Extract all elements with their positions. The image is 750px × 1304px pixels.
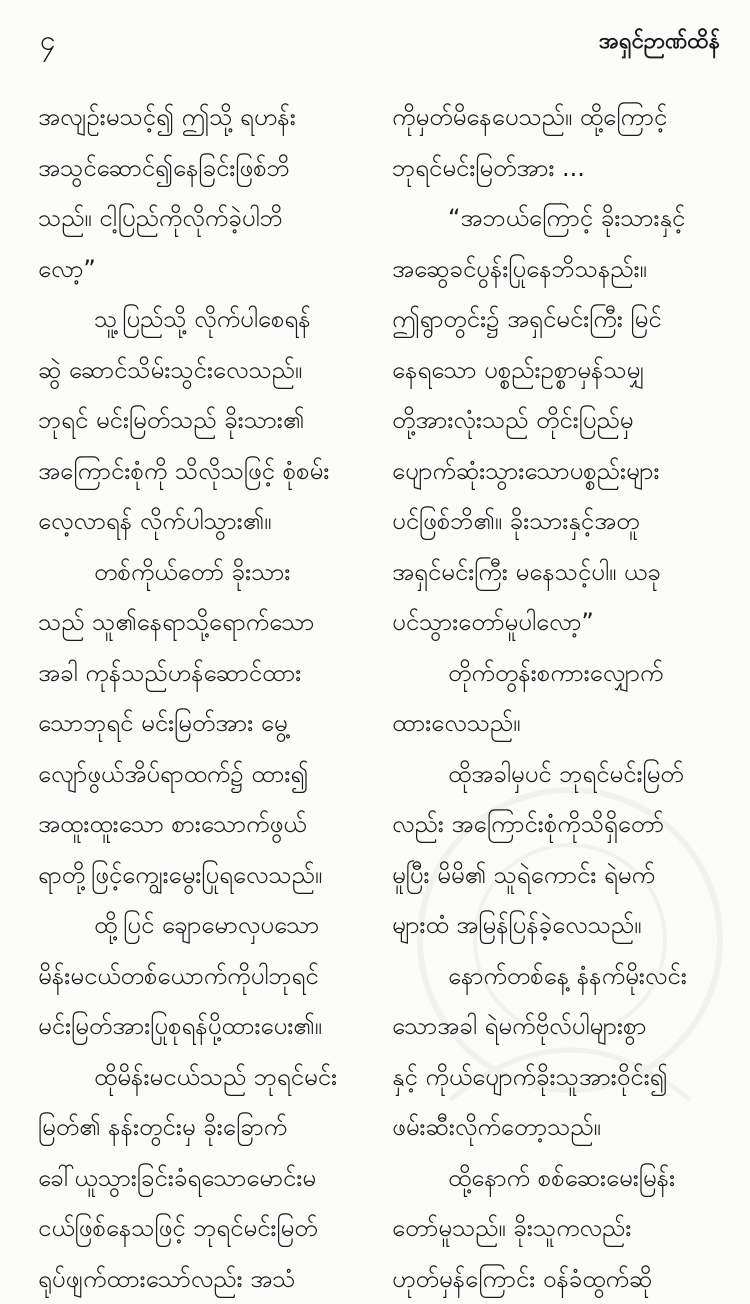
text-line: အသွင်ဆောင်၍နေခြင်းဖြစ်ဘိ [38,143,358,194]
text-line: လျော်ဖွယ်အိပ်ရာထက်၌ ထား၍ [38,749,358,800]
text-line: များထံ အမြန်ပြန်ခဲ့လေသည်။ [392,900,712,951]
text-line: “အဘယ်ကြောင့် ခိုးသားနှင့် [392,193,712,244]
text-line: ရာတို့ဖြင့်ကျွေးမွေးပြုရလေသည်။ [38,850,358,901]
text-line: ပင်ဖြစ်ဘိ၏။ ခိုးသားနှင့်အတူ [392,496,712,547]
text-line: အခါ ကုန်သည်ဟန်ဆောင်ထား [38,648,358,699]
running-title: အရှင်ဉာဏ်ထိန် [599,26,720,59]
text-columns [0,92,750,1192]
text-line: သူ့ပြည်သို့ လိုက်ပါစေရန် [38,294,358,345]
text-line: အဆွေခင်ပွန်းပြုနေဘိသနည်း။ [392,244,712,295]
text-line: ရုပ်ဖျက်ထားသော်လည်း အသံ [38,1254,358,1304]
text-line: သောအခါ ရဲမက်ဗိုလ်ပါများစွာ [392,1001,712,1052]
text-line: ကိုမှတ်မိနေပေသည်။ ထို့ကြောင့် [392,92,712,143]
text-line: တော်မူသည်။ ခိုးသူကလည်း [392,1203,712,1254]
page-header [40,22,720,62]
text-line: တိုက်တွန်းစကားလျှောက် [392,648,712,699]
text-line: ပင်သွားတော်မူပါလော့” [392,597,712,648]
text-line: အထူးထူးသော စားသောက်ဖွယ် [38,799,358,850]
text-line: မြတ်၏ နန်းတွင်းမှ ခိုးခြောက် [38,1102,358,1153]
right-column [392,92,712,1304]
text-line: ဖမ်းဆီးလိုက်တော့သည်။ [392,1102,712,1153]
text-line: ဤရွာတွင်း၌ အရှင်မင်းကြီး မြင် [392,294,712,345]
page-number: ၄ [40,22,56,64]
text-line: တို့အားလုံးသည် တိုင်းပြည်မှ [392,395,712,446]
text-line: ငယ်ဖြစ်နေသဖြင့် ဘုရင်မင်းမြတ် [38,1203,358,1254]
text-line: ဘုရင်မင်းမြတ်အား ... [392,143,712,194]
text-line: ထားလေသည်။ [392,698,712,749]
text-line: သည် သူ၏နေရာသို့ရောက်သော [38,597,358,648]
text-line: လော့” [38,244,358,295]
text-line: နှင့် ကိုယ်ပျောက်ခိုးသူအားဝိုင်း၍ [392,1052,712,1103]
text-line: အကြောင်းစုံကို သိလိုသဖြင့် စုံစမ်း [38,446,358,497]
text-line: လေ့လာရန် လိုက်ပါသွား၏။ [38,496,358,547]
text-line: ထို့ပြင် ချောမောလှပသော [38,900,358,951]
text-line: မိန်းမငယ်တစ်ယောက်ကိုပါဘုရင် [38,951,358,1002]
text-line: မူပြီး မိမိ၏ သူရဲကောင်း ရဲမက် [392,850,712,901]
text-line: ထိုအခါမှပင် ဘုရင်မင်းမြတ် [392,749,712,800]
text-line: ဟုတ်မှန်ကြောင်း ဝန်ခံထွက်ဆို [392,1254,712,1304]
text-line: နောက်တစ်နေ့ နံနက်မိုးလင်း [392,951,712,1002]
text-line: ဘုရင် မင်းမြတ်သည် ခိုးသား၏ [38,395,358,446]
text-line: တစ်ကိုယ်တော် ခိုးသား [38,547,358,598]
text-line: ထို့နောက် စစ်ဆေးမေးမြန်း [392,1153,712,1204]
text-line: လည်း အကြောင်းစုံကိုသိရှိတော် [392,799,712,850]
text-line: ဆွဲ ဆောင်သိမ်းသွင်းလေသည်။ [38,345,358,396]
text-line: သောဘုရင် မင်းမြတ်အား မွေ့ [38,698,358,749]
text-line: သည်။ ငါ့ပြည်ကိုလိုက်ခဲ့ပါဘိ [38,193,358,244]
text-line: ခေါ်ယူသွားခြင်းခံရသောမောင်းမ [38,1153,358,1204]
text-line: ပျောက်ဆုံးသွားသောပစ္စည်းများ [392,446,712,497]
text-line: အလျဉ်းမသင့်၍ ဤသို့ ရဟန်း [38,92,358,143]
text-line: နေရသော ပစ္စည်းဥစ္စာမှန်သမျှ [392,345,712,396]
text-line: ထိုမိန်းမငယ်သည် ဘုရင်မင်း [38,1052,358,1103]
text-line: အရှင်မင်းကြီး မနေသင့်ပါ။ ယခု [392,547,712,598]
left-column [38,92,358,1304]
text-line: မင်းမြတ်အားပြုစုရန်ပို့ထားပေး၏။ [38,1001,358,1052]
